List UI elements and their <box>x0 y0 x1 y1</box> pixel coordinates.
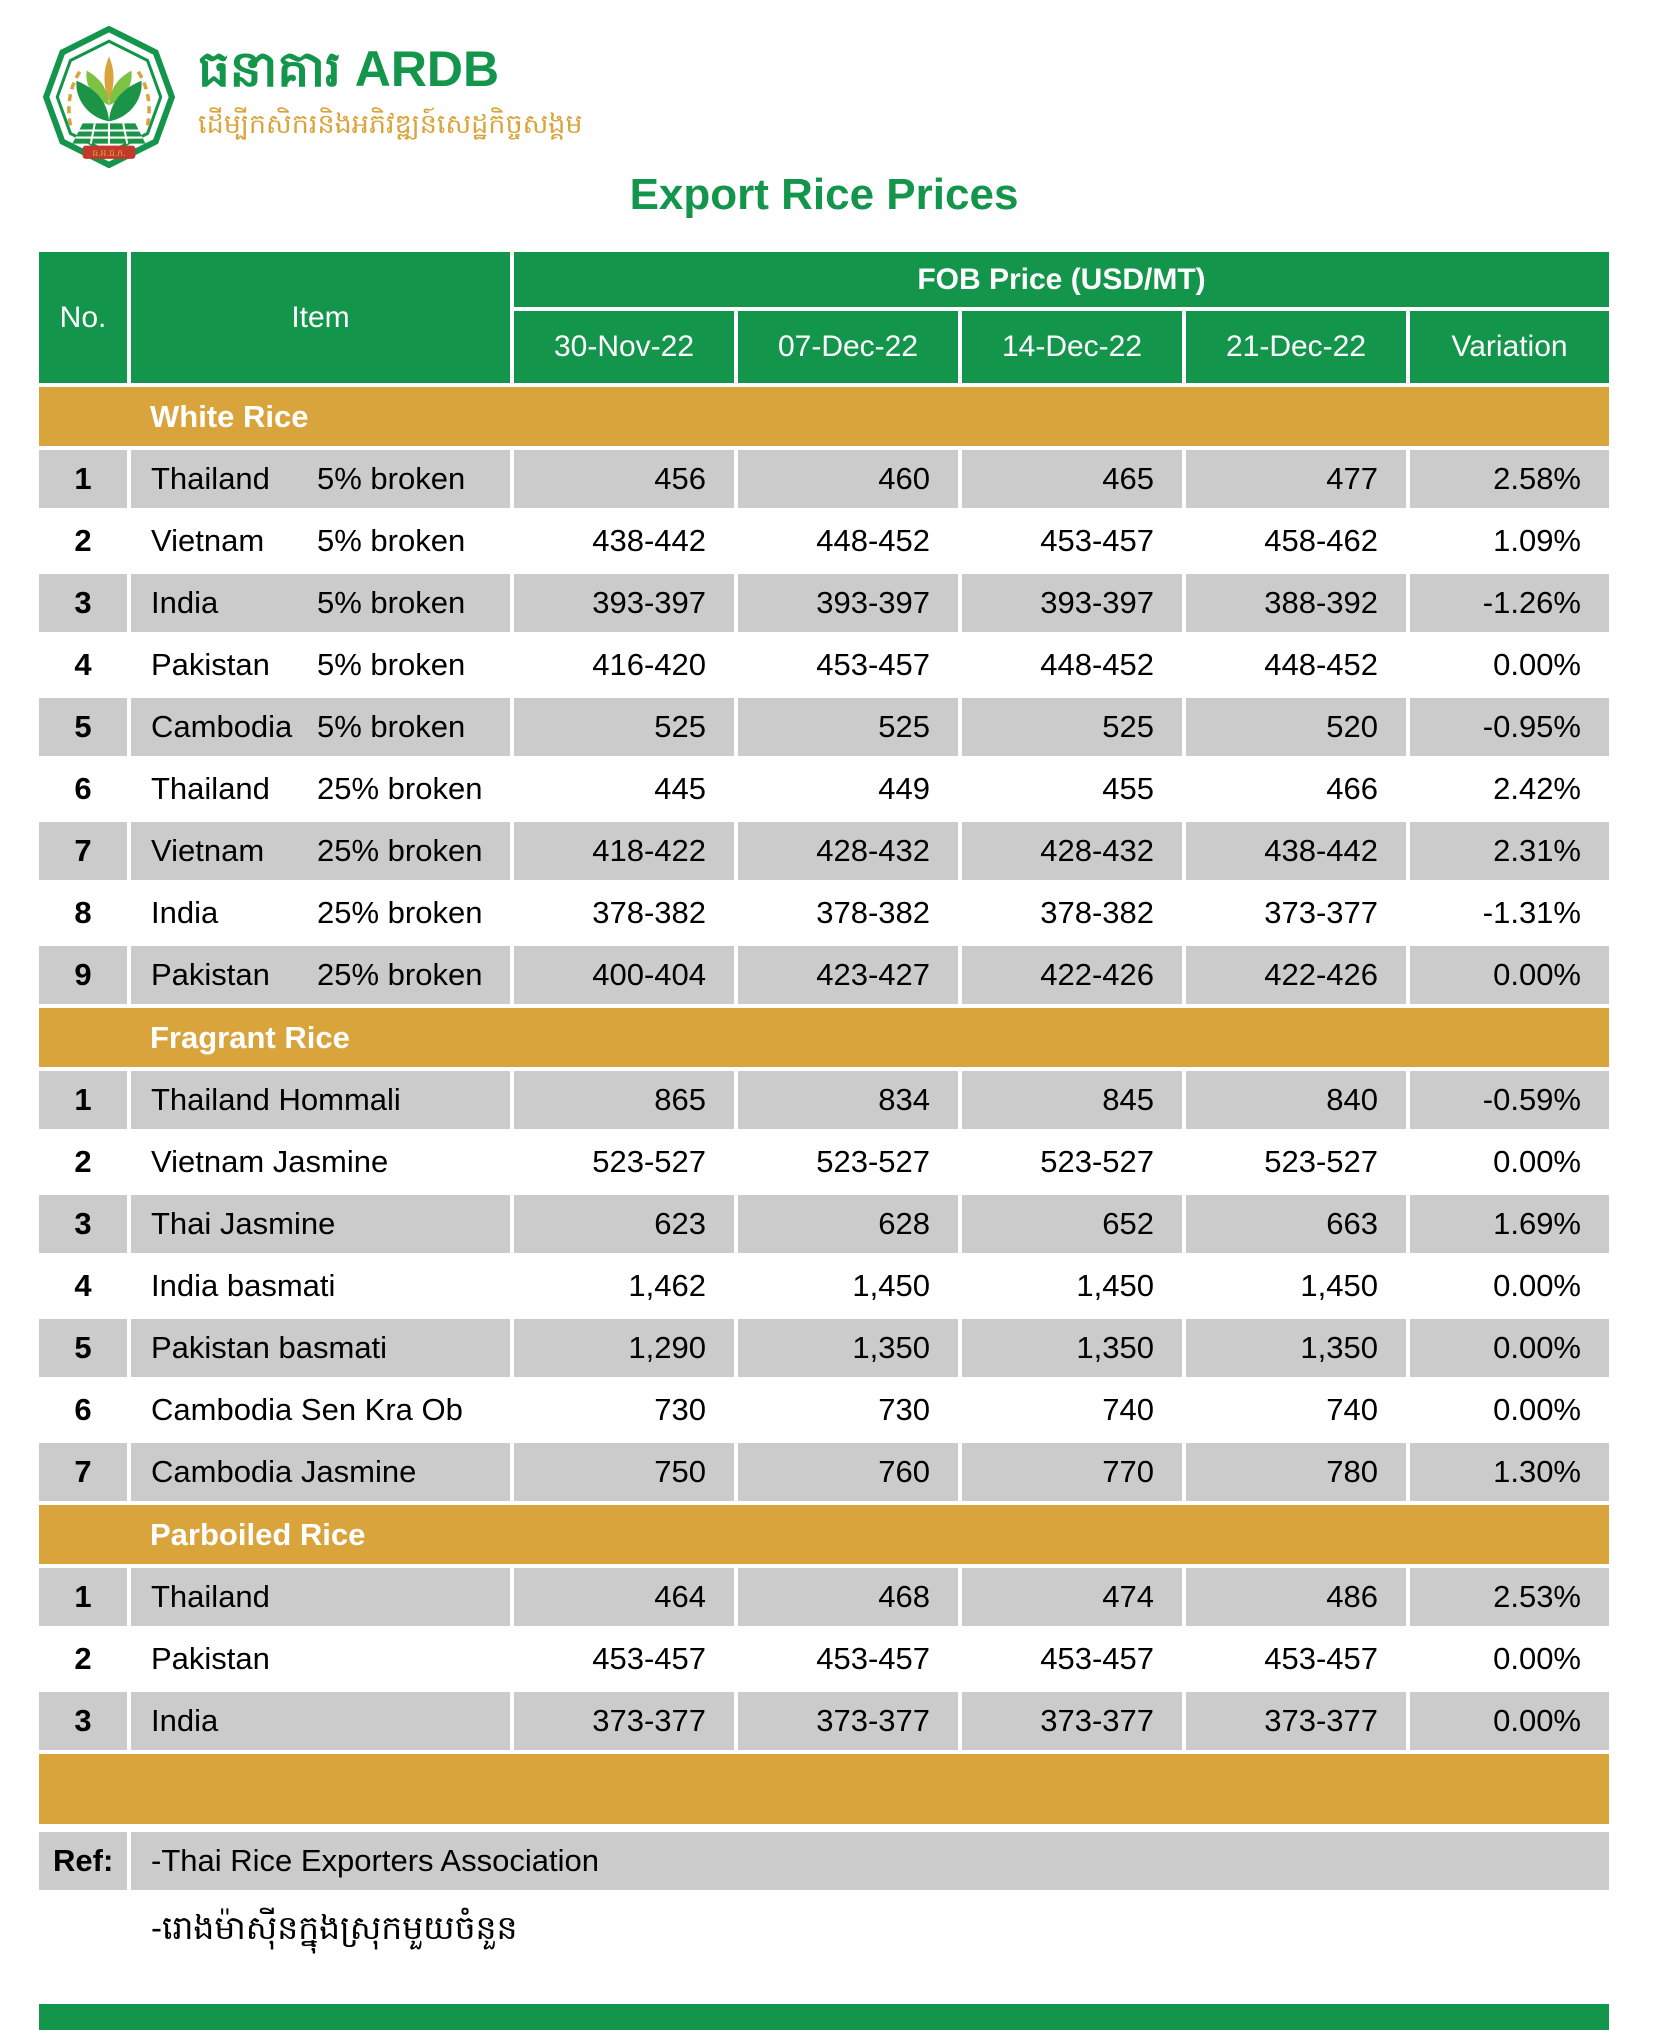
table-row <box>39 1071 1609 1129</box>
row-price-3: 453-457 <box>1040 523 1154 558</box>
row-variation: 0.00% <box>1410 946 1609 1004</box>
ardb-emblem-icon <box>42 26 176 168</box>
row-item <box>131 1257 510 1315</box>
row-country: Thai Jasmine <box>151 1206 336 1241</box>
section-band <box>39 1505 1609 1564</box>
header-date-1: 30-Nov-22 <box>514 311 734 383</box>
table-row <box>39 884 1609 942</box>
row-price-1: 525 <box>514 698 734 756</box>
ref-note-khmer: -រោងម៉ាស៊ីនក្នុងស្រុកមួយចំនួន <box>151 1909 518 1946</box>
row-price-4: 422-426 <box>1186 946 1406 1004</box>
header-no: No. <box>39 252 127 383</box>
row-no: 4 <box>74 647 92 682</box>
row-variation: 1.09% <box>1493 523 1581 558</box>
row-spec: 25% broken <box>317 895 483 930</box>
row-price-3: 845 <box>962 1071 1182 1129</box>
header-date-4: 21-Dec-22 <box>1186 311 1406 383</box>
row-price-1: 445 <box>654 771 706 806</box>
row-item <box>131 1692 510 1750</box>
header-date-3: 14-Dec-22 <box>962 311 1182 383</box>
row-price-1: 418-422 <box>514 822 734 880</box>
row-price-4: 1,350 <box>1186 1319 1406 1377</box>
row-no: 9 <box>39 946 127 1004</box>
row-price-2: 378-382 <box>816 895 930 930</box>
row-no: 3 <box>39 574 127 632</box>
row-price-4: 438-442 <box>1186 822 1406 880</box>
row-price-3: 373-377 <box>962 1692 1182 1750</box>
page-title: Export Rice Prices <box>629 170 1019 219</box>
row-item <box>131 636 510 694</box>
reference-row <box>39 1832 1609 1890</box>
row-variation: 1.69% <box>1410 1195 1609 1253</box>
row-no: 3 <box>39 1195 127 1253</box>
row-price-2: 393-397 <box>738 574 958 632</box>
row-country: Vietnam <box>151 833 265 868</box>
row-price-1: 523-527 <box>592 1144 706 1179</box>
row-no: 7 <box>39 1443 127 1501</box>
row-country: Cambodia Sen Kra Ob <box>151 1392 463 1427</box>
row-price-4: 477 <box>1186 450 1406 508</box>
row-variation: 0.00% <box>1410 1692 1609 1750</box>
row-variation: 0.00% <box>1493 1268 1581 1303</box>
header-date-2: 07-Dec-22 <box>738 311 958 383</box>
row-price-1: 464 <box>514 1568 734 1626</box>
table-row <box>39 822 1609 880</box>
row-price-3: 465 <box>962 450 1182 508</box>
section-band <box>39 387 1609 446</box>
row-price-3: 652 <box>962 1195 1182 1253</box>
table-row <box>39 450 1609 508</box>
ref-label: Ref: <box>39 1832 127 1890</box>
header-item: Item <box>131 252 510 383</box>
row-price-2: 468 <box>738 1568 958 1626</box>
row-variation: 2.58% <box>1410 450 1609 508</box>
row-spec: 25% broken <box>317 833 483 868</box>
row-item <box>131 884 510 942</box>
table-row <box>39 760 1609 818</box>
emblem-acronym: ធ.អ.ជ.ក. <box>92 147 126 158</box>
row-price-2: 834 <box>738 1071 958 1129</box>
section-title: Parboiled Rice <box>150 1517 366 1552</box>
row-price-4: 388-392 <box>1186 574 1406 632</box>
row-variation: 0.00% <box>1493 647 1581 682</box>
empty-gold-band <box>39 1754 1609 1824</box>
table-row <box>39 1133 1609 1191</box>
table-row <box>39 1319 1609 1377</box>
row-price-1: 373-377 <box>514 1692 734 1750</box>
row-price-4: 520 <box>1186 698 1406 756</box>
row-item <box>131 512 510 570</box>
row-item <box>131 698 510 756</box>
row-item <box>131 1381 510 1439</box>
row-price-3: 1,450 <box>1076 1268 1154 1303</box>
row-no: 4 <box>74 1268 92 1303</box>
row-price-4: 740 <box>1326 1392 1378 1427</box>
row-price-3: 740 <box>1102 1392 1154 1427</box>
row-price-3: 393-397 <box>962 574 1182 632</box>
table-row <box>39 1381 1609 1439</box>
row-variation: -0.59% <box>1410 1071 1609 1129</box>
row-price-3: 474 <box>962 1568 1182 1626</box>
row-no: 5 <box>39 1319 127 1377</box>
row-item <box>131 1071 510 1129</box>
row-price-1: 400-404 <box>514 946 734 1004</box>
row-price-4: 1,450 <box>1300 1268 1378 1303</box>
row-country: Cambodia Jasmine <box>151 1454 417 1489</box>
row-item <box>131 1195 510 1253</box>
row-variation: -1.26% <box>1410 574 1609 632</box>
row-price-3: 525 <box>962 698 1182 756</box>
row-no: 6 <box>74 771 92 806</box>
row-country: India basmati <box>151 1268 336 1303</box>
row-no: 2 <box>74 1144 92 1179</box>
row-price-4: 453-457 <box>1264 1641 1378 1676</box>
row-price-1: 416-420 <box>592 647 706 682</box>
row-price-4: 780 <box>1186 1443 1406 1501</box>
row-price-4: 373-377 <box>1186 1692 1406 1750</box>
row-spec: 25% broken <box>317 771 483 806</box>
table-row <box>39 946 1609 1004</box>
row-no: 3 <box>39 1692 127 1750</box>
row-price-3: 523-527 <box>1040 1144 1154 1179</box>
row-price-3: 448-452 <box>1040 647 1154 682</box>
row-no: 2 <box>74 1641 92 1676</box>
section-title: Fragrant Rice <box>150 1020 350 1055</box>
row-price-2: 423-427 <box>738 946 958 1004</box>
table-row <box>39 1630 1609 1688</box>
row-no: 8 <box>74 895 92 930</box>
row-price-2: 760 <box>738 1443 958 1501</box>
logo-tagline: ដើម្បីកសិករនិងអភិវឌ្ឍន៍សេដ្ឋកិច្ចសង្គម <box>198 109 583 139</box>
row-price-4: 523-527 <box>1264 1144 1378 1179</box>
row-price-3: 770 <box>962 1443 1182 1501</box>
row-variation: -0.95% <box>1410 698 1609 756</box>
table-row <box>39 698 1609 756</box>
row-price-2: 1,350 <box>738 1319 958 1377</box>
row-price-3: 428-432 <box>962 822 1182 880</box>
row-variation: 2.53% <box>1410 1568 1609 1626</box>
row-price-2: 428-432 <box>738 822 958 880</box>
row-spec: 5% broken <box>317 461 466 496</box>
section-band <box>39 1008 1609 1067</box>
row-price-1: 453-457 <box>592 1641 706 1676</box>
row-spec: 5% broken <box>317 647 466 682</box>
row-item <box>131 946 510 1004</box>
row-country: Thailand <box>151 461 270 496</box>
row-no: 6 <box>74 1392 92 1427</box>
row-country: India <box>151 895 219 930</box>
row-price-2: 1,450 <box>852 1268 930 1303</box>
row-country: Pakistan <box>151 1641 270 1676</box>
table-row <box>39 1692 1609 1750</box>
row-price-1: 750 <box>514 1443 734 1501</box>
row-price-3: 1,350 <box>962 1319 1182 1377</box>
row-price-1: 730 <box>654 1392 706 1427</box>
row-price-2: 373-377 <box>738 1692 958 1750</box>
row-price-1: 393-397 <box>514 574 734 632</box>
row-price-3: 378-382 <box>1040 895 1154 930</box>
table-row <box>39 636 1609 694</box>
row-spec: 5% broken <box>317 585 466 620</box>
row-country: Cambodia <box>151 709 293 744</box>
row-price-4: 448-452 <box>1264 647 1378 682</box>
row-price-2: 525 <box>738 698 958 756</box>
row-no: 1 <box>39 1071 127 1129</box>
row-price-3: 422-426 <box>962 946 1182 1004</box>
row-price-1: 456 <box>514 450 734 508</box>
row-country: India <box>151 585 219 620</box>
table-row <box>39 1443 1609 1501</box>
row-variation: 0.00% <box>1493 1641 1581 1676</box>
header-fob-price: FOB Price (USD/MT) <box>514 252 1609 307</box>
table-row <box>39 1195 1609 1253</box>
ardb-logo <box>42 26 583 168</box>
row-price-1: 438-442 <box>592 523 706 558</box>
row-price-2: 453-457 <box>816 647 930 682</box>
row-no: 7 <box>39 822 127 880</box>
row-price-2: 448-452 <box>816 523 930 558</box>
table-row <box>39 512 1609 570</box>
table-row <box>39 1568 1609 1626</box>
row-price-3: 455 <box>1102 771 1154 806</box>
row-no: 1 <box>39 450 127 508</box>
row-price-2: 730 <box>878 1392 930 1427</box>
row-item <box>131 760 510 818</box>
row-price-2: 628 <box>738 1195 958 1253</box>
row-country: Pakistan <box>151 647 270 682</box>
table-row <box>39 1257 1609 1315</box>
row-price-1: 623 <box>514 1195 734 1253</box>
row-item <box>131 822 510 880</box>
row-price-1: 1,290 <box>514 1319 734 1377</box>
row-country: Vietnam Jasmine <box>151 1144 389 1179</box>
ref-source-text: -Thai Rice Exporters Association <box>131 1832 1609 1890</box>
row-country: Thailand <box>151 1579 270 1614</box>
row-spec: 5% broken <box>317 523 466 558</box>
row-no: 5 <box>39 698 127 756</box>
row-price-4: 458-462 <box>1264 523 1378 558</box>
row-variation: 2.31% <box>1410 822 1609 880</box>
row-spec: 5% broken <box>317 709 466 744</box>
row-item <box>131 1443 510 1501</box>
row-price-1: 378-382 <box>592 895 706 930</box>
row-variation: 0.00% <box>1410 1319 1609 1377</box>
rice-table <box>39 252 1609 1960</box>
row-country: Pakistan basmati <box>151 1330 388 1365</box>
logo-text <box>198 26 583 168</box>
row-variation: 2.42% <box>1493 771 1581 806</box>
row-price-2: 453-457 <box>816 1641 930 1676</box>
row-item <box>131 574 510 632</box>
row-price-1: 865 <box>514 1071 734 1129</box>
row-spec: 25% broken <box>317 957 483 992</box>
row-no: 2 <box>74 523 92 558</box>
row-price-2: 449 <box>878 771 930 806</box>
row-country: Thailand <box>151 771 270 806</box>
table-row <box>39 574 1609 632</box>
row-price-3: 453-457 <box>1040 1641 1154 1676</box>
bottom-green-bar <box>39 2004 1609 2030</box>
row-price-2: 460 <box>738 450 958 508</box>
row-variation: -1.31% <box>1482 895 1581 930</box>
row-country: Vietnam <box>151 523 265 558</box>
row-price-1: 1,462 <box>628 1268 706 1303</box>
row-country: Pakistan <box>151 957 270 992</box>
row-item <box>131 1630 510 1688</box>
row-item <box>131 1319 510 1377</box>
header-variation: Variation <box>1410 311 1609 383</box>
row-price-2: 523-527 <box>816 1144 930 1179</box>
row-price-4: 486 <box>1186 1568 1406 1626</box>
row-price-4: 663 <box>1186 1195 1406 1253</box>
row-variation: 0.00% <box>1493 1392 1581 1427</box>
row-item <box>131 1568 510 1626</box>
row-country: Thailand Hommali <box>151 1082 401 1117</box>
row-variation: 1.30% <box>1410 1443 1609 1501</box>
row-item <box>131 450 510 508</box>
row-country: India <box>151 1703 219 1738</box>
table-header <box>39 252 1609 383</box>
rice-table-body <box>39 387 1609 1750</box>
logo-brand: ធនាគារ ARDB <box>198 41 500 97</box>
row-variation: 0.00% <box>1493 1144 1581 1179</box>
row-no: 1 <box>39 1568 127 1626</box>
section-title: White Rice <box>150 399 309 434</box>
row-item <box>131 1133 510 1191</box>
row-price-4: 466 <box>1326 771 1378 806</box>
row-price-4: 840 <box>1186 1071 1406 1129</box>
row-price-4: 373-377 <box>1264 895 1378 930</box>
